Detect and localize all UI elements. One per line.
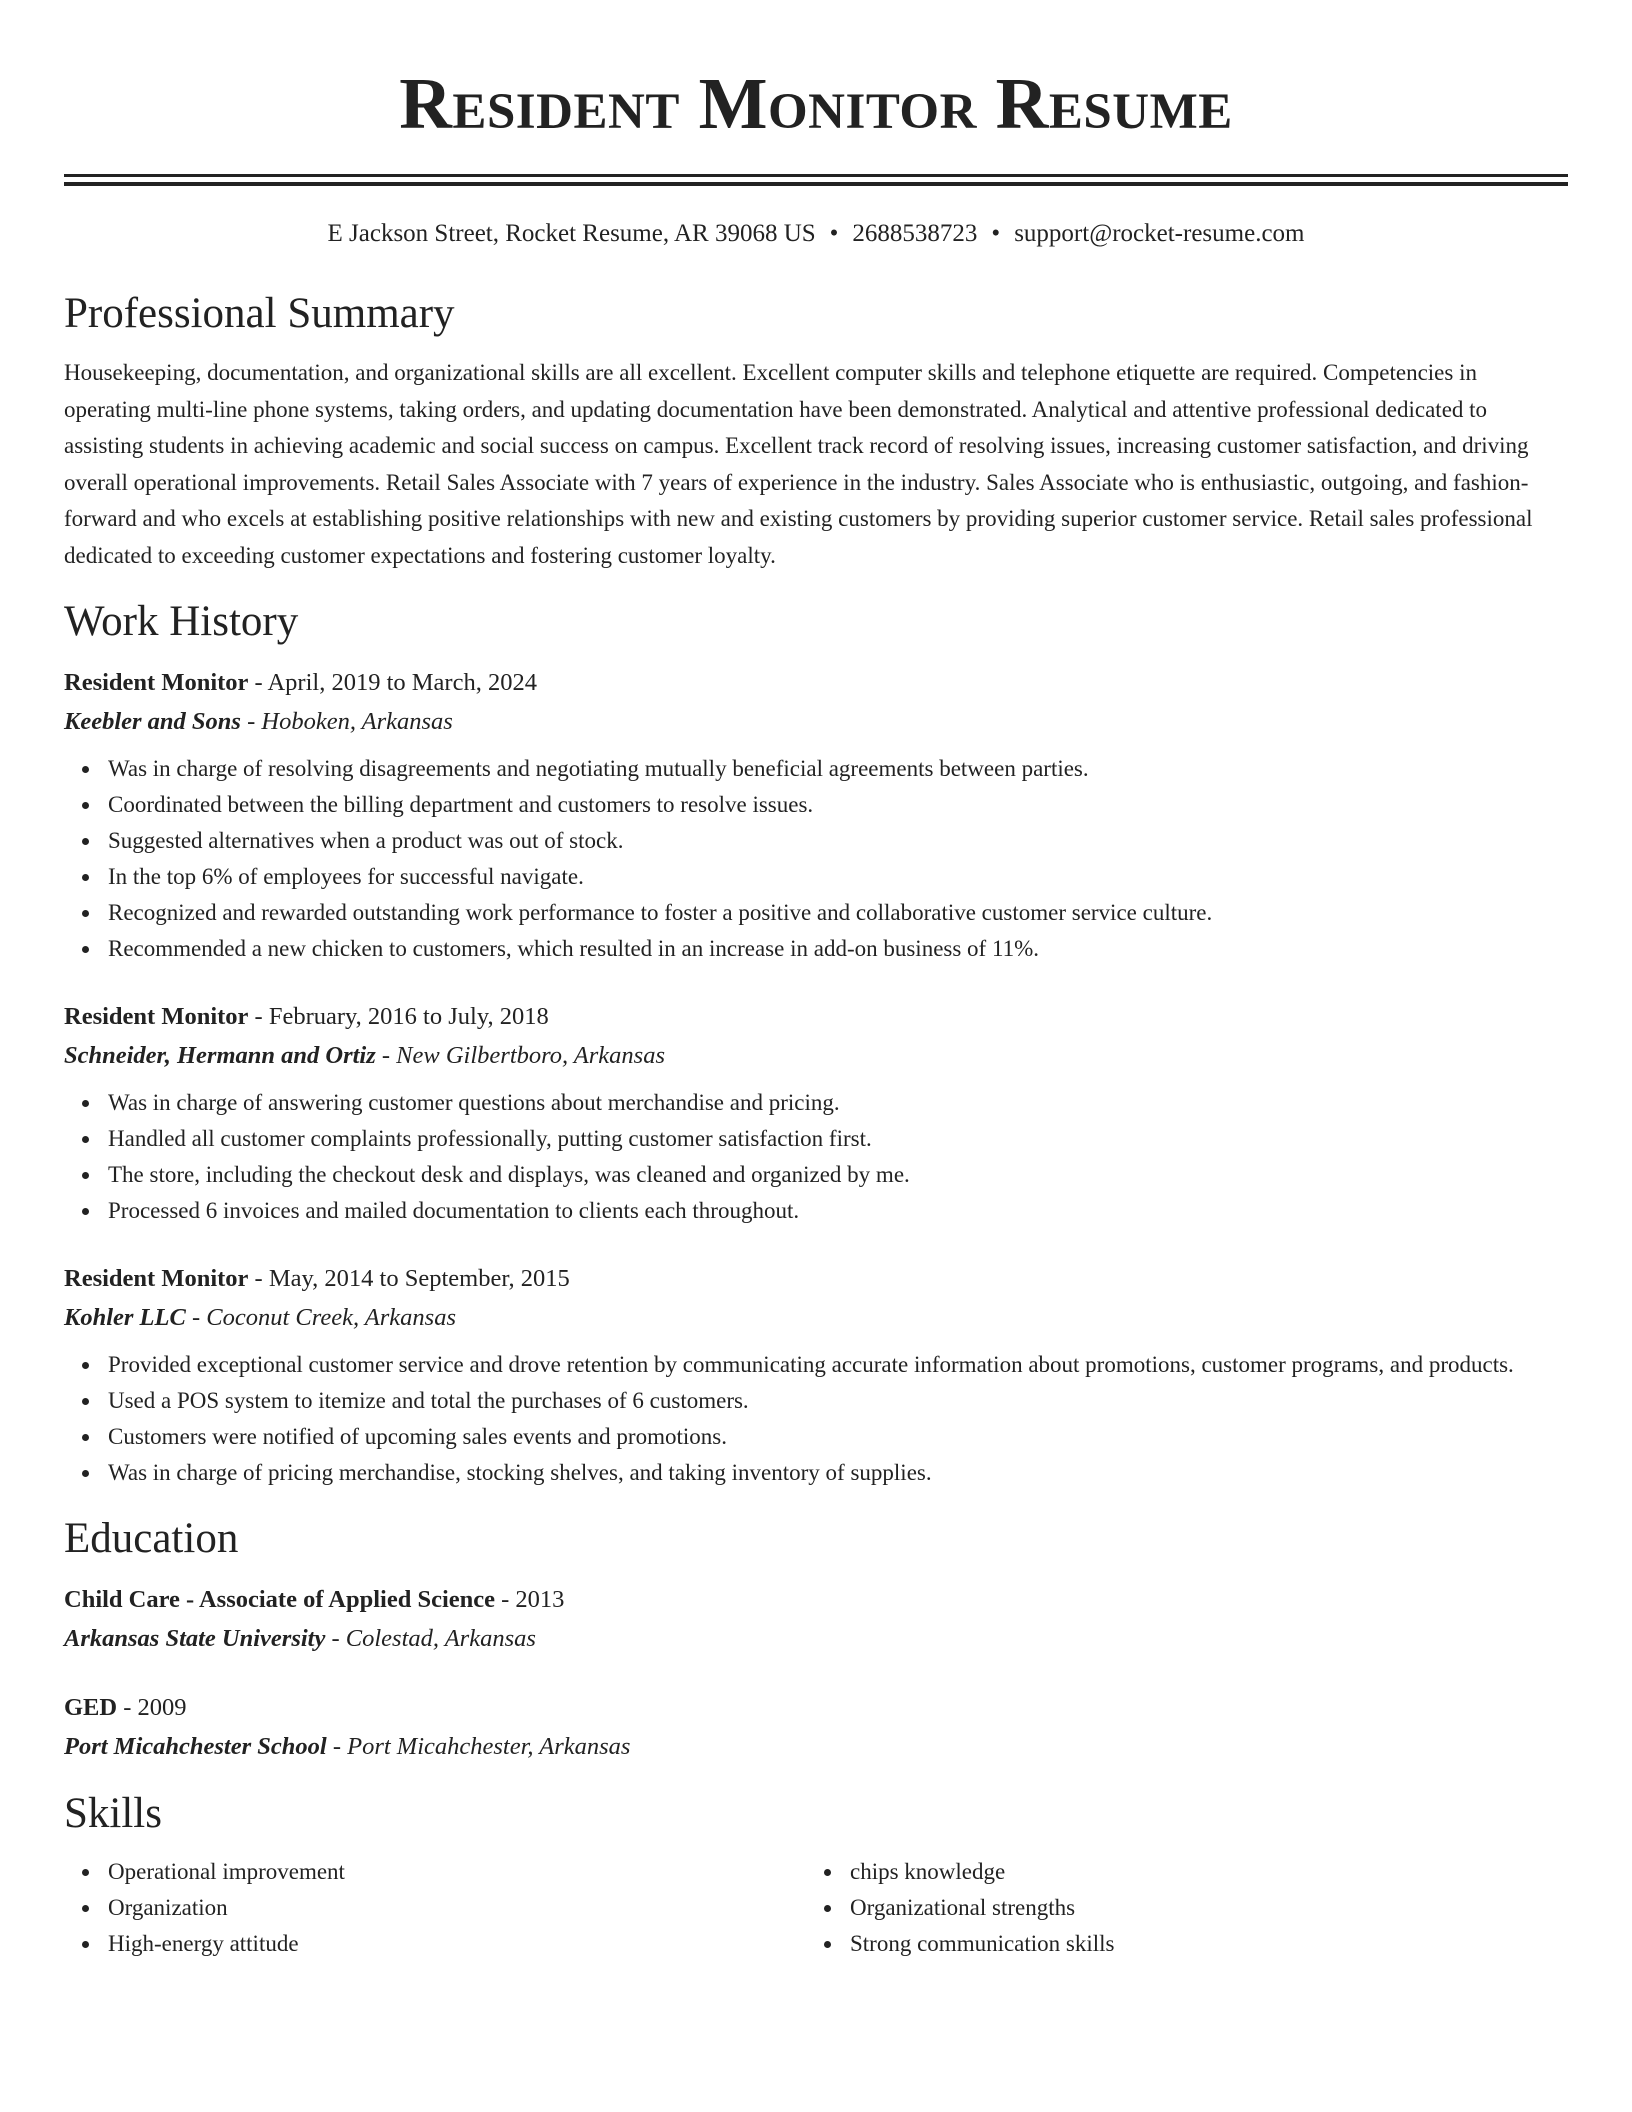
degree-line (64, 1688, 1568, 1727)
job-title-line (64, 1259, 1568, 1298)
job-company: Keebler and Sons (64, 708, 241, 735)
list-item: Coordinated between the billing department and customers to resolve issues. (108, 787, 1568, 823)
job-entry (64, 997, 1568, 1229)
degree-name: Child Care - Associate of Applied Science (64, 1586, 496, 1613)
list-item: Customers were notified of upcoming sales events and promotions. (108, 1419, 1568, 1455)
skills-grid (64, 1854, 1568, 1962)
contact-separator: • (991, 220, 1001, 247)
work-history-heading: Work History (64, 598, 299, 645)
list-item: Suggested alternatives when a product was out of stock. (108, 823, 1568, 859)
summary-text: Housekeeping, documentation, and organizational skills are all excellent. Excellent computer skills and telephone etiquette are required. Competencies in operating multi-line phone systems, taking orders, and updating documentation have been demonstrated. Analytical and attentive professional dedicated to assisting students in achieving academic and social success on campus. Excellent track record of resolving issues, increasing customer satisfaction, and driving overall operational improvements. Retail Sales Associate with 7 years of experience in the industry. Sales Associate who is enthusiastic, outgoing, and fashion-forward and who excels at establishing positive relationships with new and existing customers by providing superior customer service. Retail sales professional dedicated to exceeding customer expectations and fostering customer loyalty. (64, 360, 1533, 568)
job-entry (64, 663, 1568, 967)
job-location: - Coconut Creek, Arkansas (191, 1304, 456, 1331)
list-item: Used a POS system to itemize and total the purchases of 6 customers. (108, 1383, 1568, 1419)
job-entry (64, 1259, 1568, 1491)
job-duties-list (64, 1085, 1568, 1229)
job-title: Resident Monitor (64, 1265, 249, 1292)
skill-item: Organizational strengths (850, 1890, 1548, 1926)
contact-email: support@rocket-resume.com (1014, 220, 1305, 247)
list-item: Recognized and rewarded outstanding work performance to foster a positive and collaborative customer service culture. (108, 895, 1568, 931)
school-line (64, 1619, 1568, 1658)
skills-list-left (64, 1854, 806, 1962)
contact-phone: 2688538723 (852, 220, 978, 247)
list-item: Was in charge of pricing merchandise, stocking shelves, and taking inventory of supplies. (108, 1455, 1568, 1491)
job-duties-list (64, 1347, 1568, 1491)
degree-year: - 2013 (501, 1586, 565, 1613)
contact-line (64, 219, 1568, 249)
list-item: Was in charge of resolving disagreements and negotiating mutually beneficial agreements between parties. (108, 751, 1568, 787)
education-heading: Education (64, 1515, 239, 1562)
skill-item: High-energy attitude (108, 1926, 806, 1962)
contact-address: E Jackson Street, Rocket Resume, AR 39068 US (327, 220, 816, 247)
job-title-line (64, 997, 1568, 1036)
title-divider (64, 174, 1568, 186)
job-location: - Hoboken, Arkansas (247, 708, 453, 735)
summary-heading: Professional Summary (64, 290, 455, 337)
list-item: Recommended a new chicken to customers, which resulted in an increase in add-on business of 11%. (108, 931, 1568, 967)
degree-year: - 2009 (123, 1694, 187, 1721)
school-line (64, 1727, 1568, 1766)
job-company: Kohler LLC (64, 1304, 186, 1331)
job-duties-list (64, 751, 1568, 967)
list-item: Provided exceptional customer service and drove retention by communicating accurate information about promotions, customer programs, and products. (108, 1347, 1568, 1383)
list-item: In the top 6% of employees for successful navigate. (108, 859, 1568, 895)
list-item: The store, including the checkout desk and displays, was cleaned and organized by me. (108, 1157, 1568, 1193)
job-company-line (64, 1298, 1568, 1337)
education-entry (64, 1580, 1568, 1658)
skill-item: Organization (108, 1890, 806, 1926)
job-company-line (64, 1036, 1568, 1075)
job-dates: - February, 2016 to July, 2018 (254, 1003, 549, 1030)
skills-heading: Skills (64, 1790, 162, 1837)
job-title: Resident Monitor (64, 669, 249, 696)
job-dates: - May, 2014 to September, 2015 (254, 1265, 570, 1292)
degree-name: GED (64, 1694, 118, 1721)
skill-item: Operational improvement (108, 1854, 806, 1890)
list-item: Processed 6 invoices and mailed documentation to clients each throughout. (108, 1193, 1568, 1229)
skill-item: Strong communication skills (850, 1926, 1548, 1962)
job-title: Resident Monitor (64, 1003, 249, 1030)
job-dates: - April, 2019 to March, 2024 (254, 669, 537, 696)
school-location: - Colestad, Arkansas (331, 1625, 536, 1652)
contact-separator: • (829, 220, 839, 247)
job-company: Schneider, Hermann and Ortiz (64, 1042, 376, 1069)
skills-list-right (806, 1854, 1548, 1962)
job-company-line (64, 702, 1568, 741)
school-name: Arkansas State University (64, 1625, 326, 1652)
resume-title: Resident Monitor Resume (399, 63, 1233, 144)
school-location: - Port Micahchester, Arkansas (332, 1733, 631, 1760)
job-location: - New Gilbertboro, Arkansas (381, 1042, 666, 1069)
education-entry (64, 1688, 1568, 1766)
list-item: Was in charge of answering customer questions about merchandise and pricing. (108, 1085, 1568, 1121)
list-item: Handled all customer complaints professionally, putting customer satisfaction first. (108, 1121, 1568, 1157)
skill-item: chips knowledge (850, 1854, 1548, 1890)
degree-line (64, 1580, 1568, 1619)
school-name: Port Micahchester School (64, 1733, 327, 1760)
job-title-line (64, 663, 1568, 702)
